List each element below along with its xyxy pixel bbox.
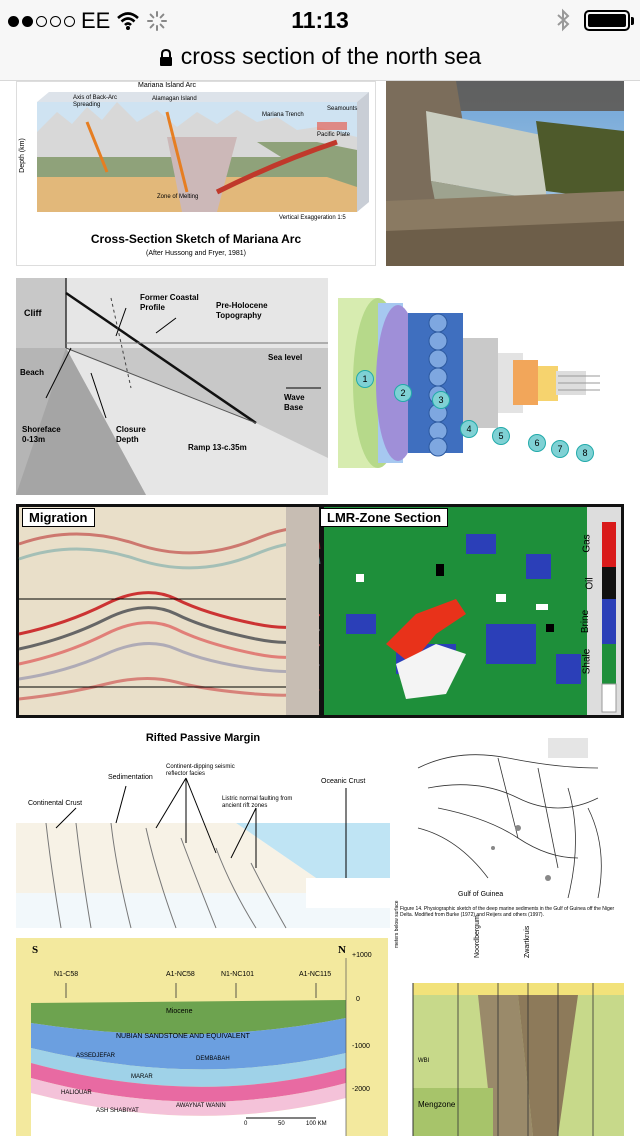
result-image-cable-layers[interactable] — [338, 278, 624, 495]
cable-marker-6 — [528, 434, 546, 452]
cable-marker-3 — [432, 391, 450, 409]
cable-number-5: 5 — [498, 431, 504, 441]
coastal-label-wavebase: Wave Base — [284, 393, 305, 412]
sirt-layer-ashshabiyat: ASH SHABIYAT — [96, 1108, 139, 1114]
coastal-label-closure: Closure Depth — [116, 425, 146, 444]
mariana-label-melting: Zone of Melting — [157, 194, 199, 200]
mariana-axis-label: Depth (km) — [18, 138, 26, 173]
result-image-coastal-profile[interactable] — [16, 278, 328, 495]
cable-number-1: 1 — [362, 374, 368, 384]
sirt-depth-4: -2000 — [352, 1086, 370, 1093]
rifted-label-oceanic: Oceanic Crust — [321, 778, 366, 785]
coastal-label-shoreface: Shoreface 0-13m — [22, 425, 61, 444]
cable-marker-4 — [460, 420, 478, 438]
seismic-label-lmr: LMR-Zone Section — [320, 508, 448, 527]
sirt-layer-haliouar: HALIOUAR — [61, 1090, 92, 1096]
clock: 11:13 — [291, 7, 349, 33]
rifted-margin-diagram — [16, 728, 390, 928]
sirt-n-label: N — [338, 944, 346, 956]
battery-icon — [584, 10, 630, 31]
cable-number-3: 3 — [438, 395, 444, 405]
seismic-legend-gas: Gas — [581, 534, 593, 553]
cable-number-8: 8 — [582, 448, 588, 458]
status-right — [556, 8, 630, 32]
niger-caption: Figure 14. Physiographic sketch of the deep marine sediments in the Gulf of Guinea off the Niger Delta. Modified from Burke (1972) and Reijers and others (1997). — [400, 906, 615, 918]
coastal-label-sealevel: Sea level — [268, 353, 303, 362]
cable-number-4: 4 — [466, 424, 472, 434]
sirt-depth-3: -1000 — [352, 1043, 370, 1050]
niger-delta-sketch — [398, 728, 624, 928]
niger-gulf-label: Gulf of Guinea — [458, 891, 504, 898]
url-display[interactable] — [0, 43, 640, 70]
sirt-layer-dembabah: DEMBABAH — [196, 1056, 230, 1062]
mariana-subtitle: (After Hussong and Fryer, 1981) — [146, 250, 246, 257]
sirt-depth-1: +1000 — [352, 952, 372, 959]
coastal-label-ramp: Ramp 13-c.35m — [188, 443, 247, 452]
cable-marker-5 — [492, 427, 510, 445]
geo-profile-header-1: Noordbergum — [474, 915, 481, 958]
cable-marker-1 — [356, 370, 374, 388]
bluetooth-icon — [556, 8, 570, 32]
cable-number-6: 6 — [534, 438, 540, 448]
geo-profile-zone-mengzone: Mengzone — [418, 1100, 456, 1109]
result-image-niger-delta[interactable] — [398, 728, 624, 928]
sirt-layer-assedjefar: ASSEDJEFAR — [76, 1053, 116, 1059]
coastal-label-preholocene: Pre-Holocene Topography — [216, 301, 268, 320]
mariana-label-exaggeration: Vertical Exaggeration 1:5 — [279, 215, 346, 221]
seismic-legend-brine: Brine — [580, 609, 592, 634]
geo-profile-header-2: Zwartkruis — [524, 925, 531, 958]
sirt-scale-100: 100 KM — [306, 1121, 327, 1127]
carrier-name: EE — [81, 8, 111, 33]
cable-layers-diagram — [338, 278, 624, 495]
image-results-grid — [0, 81, 640, 1136]
cable-marker-8 — [576, 444, 594, 462]
mariana-label-pacific: Pacific Plate — [317, 132, 351, 138]
seismic-legend-shale: Shale — [581, 648, 593, 675]
mariana-label-island: Alamagan Island — [152, 96, 197, 102]
mariana-title: Cross-Section Sketch of Mariana Arc — [90, 232, 302, 246]
sirt-well-2: A1-NC58 — [166, 971, 195, 978]
mariana-top-label: Mariana Island Arc — [138, 82, 196, 89]
result-image-cliff-photo[interactable] — [386, 81, 624, 266]
sirt-depth-2: 0 — [356, 996, 360, 1003]
cliff-photo — [386, 81, 624, 266]
rifted-title: Rifted Passive Margin — [145, 732, 261, 744]
sirt-layer-awaynat: AWAYNAT WANIN — [176, 1103, 226, 1109]
coastal-label-beach: Beach — [20, 368, 45, 377]
cable-marker-7 — [551, 440, 569, 458]
url-text: cross section of the north sea — [180, 43, 482, 69]
rifted-label-listric: Listric normal faulting from ancient rift zones — [222, 796, 293, 809]
mariana-label-seamounts: Seamounts — [327, 106, 358, 112]
coastal-label-cliff: Cliff — [24, 308, 42, 318]
coastal-label-former: Former Coastal Profile — [140, 293, 199, 312]
cable-marker-2 — [394, 384, 412, 402]
sirt-well-1: N1-C58 — [54, 971, 79, 978]
lock-icon — [159, 49, 173, 67]
rifted-label-reflector: Continent-dipping seismic reflector facies — [166, 764, 235, 777]
rifted-label-sedimentation: Sedimentation — [108, 774, 153, 781]
sirt-layer-miocene: Miocene — [166, 1008, 193, 1015]
sirt-well-4: A1-NC115 — [299, 971, 332, 978]
sirt-layer-marar: MARAR — [131, 1074, 153, 1080]
mariana-label-spreading: Axis of Back-Arc Spreading — [73, 95, 118, 108]
address-bar[interactable] — [0, 40, 640, 81]
seismic-label-migration: Migration — [22, 508, 95, 527]
rifted-label-continental: Continental Crust — [28, 800, 83, 807]
sirt-scale-50: 50 — [278, 1121, 285, 1127]
seismic-legend-oil: Oil — [584, 577, 596, 590]
result-image-sirt-section[interactable] — [16, 938, 388, 1136]
result-image-rifted-margin[interactable] — [16, 728, 390, 928]
sirt-well-3: N1-NC101 — [221, 971, 255, 978]
status-bar — [0, 0, 640, 40]
geo-profile-zone-wbi: WBI — [418, 1058, 430, 1064]
sirt-layer-nubian: NUBIAN SANDSTONE AND EQUIVALENT — [116, 1033, 250, 1040]
sirt-s-label: S — [32, 944, 39, 956]
seismic-sections-image — [16, 504, 624, 718]
cable-number-2: 2 — [400, 388, 406, 398]
mariana-label-trench: Mariana Trench — [262, 112, 304, 118]
result-image-seismic-sections[interactable] — [16, 504, 624, 718]
geo-profile-side-label: meters below surface — [394, 900, 400, 948]
sirt-scale-0: 0 — [244, 1121, 248, 1127]
cable-number-7: 7 — [557, 444, 563, 454]
result-image-mariana-arc[interactable] — [16, 81, 376, 266]
